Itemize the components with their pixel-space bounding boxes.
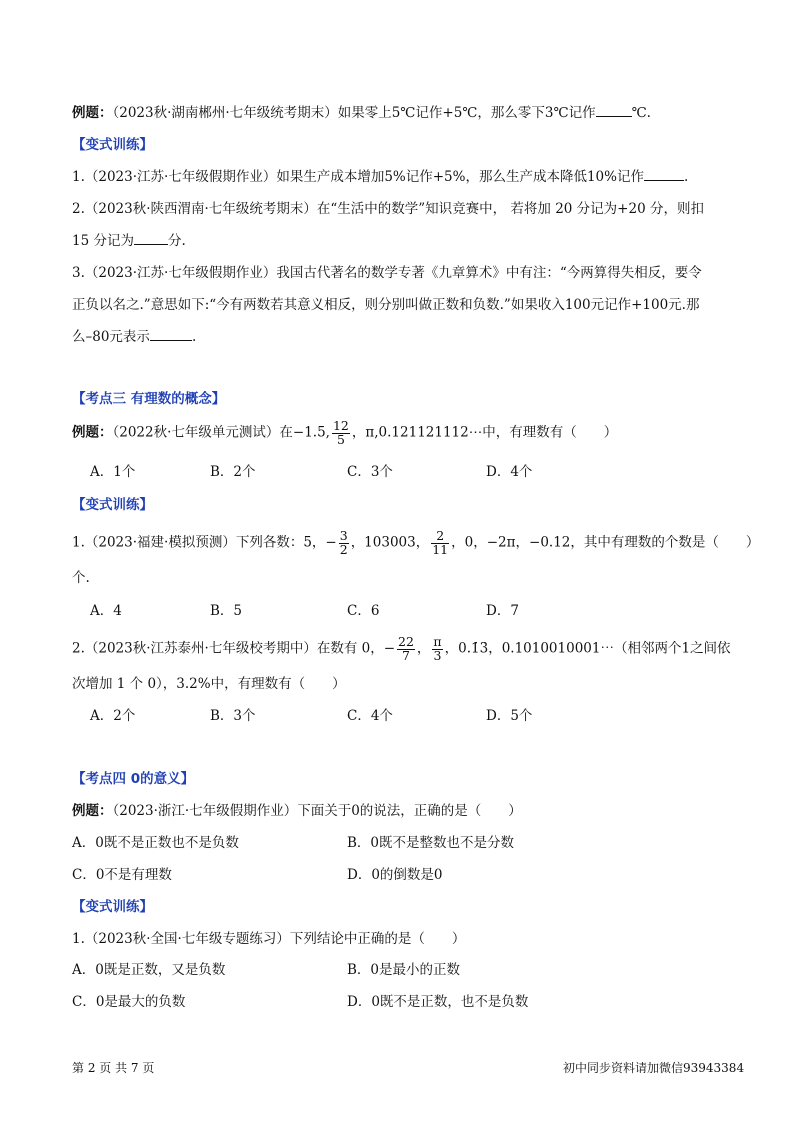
answer-blank xyxy=(134,232,168,245)
question-1-line-2: 个. xyxy=(72,570,90,586)
question-text-end: ，0，−2π，−0.12，其中有理数的个数是（ ） xyxy=(451,534,760,551)
question-1 xyxy=(72,168,688,186)
footer-note: 初中同步资料请加微信93943384 xyxy=(563,1061,745,1075)
section-4-question-1: 1.（2023秋·全国·七年级专题练习）下列结论中正确的是（ ） xyxy=(72,931,466,947)
option-a[interactable]: A．4 xyxy=(90,603,122,619)
example-label: 例题： xyxy=(72,105,113,121)
option-d[interactable]: D．4个 xyxy=(486,464,533,480)
fraction: $\frac{12}{5}$ xyxy=(332,418,349,447)
question-text: ，103003， xyxy=(350,534,430,551)
question-3-line-2: 正负以名之.”意思如下:“今有两数若其意义相反，则分别叫做正数和负数.”如果收入100元记作+100元.那 xyxy=(72,297,700,313)
option-c[interactable]: C．4个 xyxy=(347,708,393,724)
question-text: 1.（2023·福建·模拟预测）下列各数：5，− xyxy=(72,534,337,551)
section-3-title: 【考点三 有理数的概念】 xyxy=(72,391,226,407)
section-4-title: 【考点四 0的意义】 xyxy=(72,771,195,787)
option-c[interactable]: C．3个 xyxy=(347,464,393,480)
section-3-example xyxy=(72,420,617,446)
example-text: （2022秋·七年级单元测试）在−1.5, xyxy=(112,424,330,441)
example-text: （2023秋·湖南郴州·七年级统考期末）如果零上5℃记作+5℃，那么零下3℃记作 xyxy=(112,105,596,121)
question-tail: 分. xyxy=(167,233,186,249)
option-b[interactable]: B．5 xyxy=(210,603,243,619)
question-tail: . xyxy=(683,169,689,185)
question-text: ， xyxy=(416,640,431,657)
answer-blank xyxy=(644,168,684,181)
example-text-end: ，π,0.121121112⋯中，有理数有（ ） xyxy=(351,424,618,441)
option-c[interactable]: C．0是最大的负数 xyxy=(72,994,186,1010)
training-title: 【变式训练】 xyxy=(72,137,153,153)
question-text: 1.（2023·江苏·七年级假期作业）如果生产成本增加5%记作+5%，那么生产成本降低10%记作 xyxy=(72,169,644,185)
answer-blank xyxy=(150,328,192,341)
fraction: $\frac{22}{7}$ xyxy=(398,634,414,663)
option-c[interactable]: C．0不是有理数 xyxy=(72,867,172,883)
option-d[interactable]: D．0的倒数是0 xyxy=(347,867,443,883)
question-text: 15 分记为 xyxy=(72,233,134,249)
option-d[interactable]: D．0既不是正数，也不是负数 xyxy=(347,994,529,1010)
page-number: 第 2 页 共 7 页 xyxy=(72,1061,155,1075)
section-4-example xyxy=(72,802,522,820)
option-c[interactable]: C．6 xyxy=(347,603,380,619)
example-text: （2023·浙江·七年级假期作业）下面关于0的说法，正确的是（ ） xyxy=(112,803,522,819)
fraction: $\frac{\pi}{3}$ xyxy=(433,634,442,663)
question-text: 么–80元表示 xyxy=(72,329,150,345)
option-b[interactable]: B．3个 xyxy=(210,708,256,724)
answer-blank xyxy=(596,104,632,117)
example-1 xyxy=(72,104,651,122)
option-a[interactable]: A．0既不是正数也不是负数 xyxy=(72,835,239,851)
question-text: 2.（2023秋·江苏泰州·七年级校考期中）在数有 0，− xyxy=(72,640,396,657)
section-3-question-2 xyxy=(72,636,731,662)
option-b[interactable]: B．0既不是整数也不是分数 xyxy=(347,835,515,851)
option-b[interactable]: B．2个 xyxy=(210,464,256,480)
question-3-line-3 xyxy=(72,328,196,346)
example-tail: ℃. xyxy=(631,105,651,121)
question-2-line-1: 2.（2023秋·陕西渭南·七年级统考期末）在“生活中的数学”知识竞赛中， 若将加 20 分记为+20 分，则扣 xyxy=(72,201,704,217)
training-title: 【变式训练】 xyxy=(72,497,153,513)
option-b[interactable]: B．0是最小的正数 xyxy=(347,962,461,978)
option-a[interactable]: A．1个 xyxy=(90,464,136,480)
option-d[interactable]: D．7 xyxy=(486,603,519,619)
section-3-question-1 xyxy=(72,530,759,556)
training-title: 【变式训练】 xyxy=(72,899,153,915)
option-a[interactable]: A．2个 xyxy=(90,708,136,724)
question-3-line-1: 3.（2023·江苏·七年级假期作业）我国古代著名的数学专著《九章算术》中有注：“今两算得失相反，要令 xyxy=(72,265,702,281)
question-2-line-2: 次增加 1 个 0），3.2%中，有理数有（ ） xyxy=(72,676,346,692)
question-text-end: ，0.1̇3̇，0.1010010001⋯（相邻两个1之间依 xyxy=(444,640,731,657)
option-a[interactable]: A．0既是正数，又是负数 xyxy=(72,962,226,978)
fraction: $\frac{2}{11}$ xyxy=(432,528,449,557)
example-label: 例题： xyxy=(72,424,113,441)
question-2-line-2 xyxy=(72,232,186,250)
option-d[interactable]: D．5个 xyxy=(486,708,533,724)
example-label: 例题： xyxy=(72,803,113,819)
question-tail: . xyxy=(191,329,197,345)
fraction: $\frac{3}{2}$ xyxy=(339,528,348,557)
